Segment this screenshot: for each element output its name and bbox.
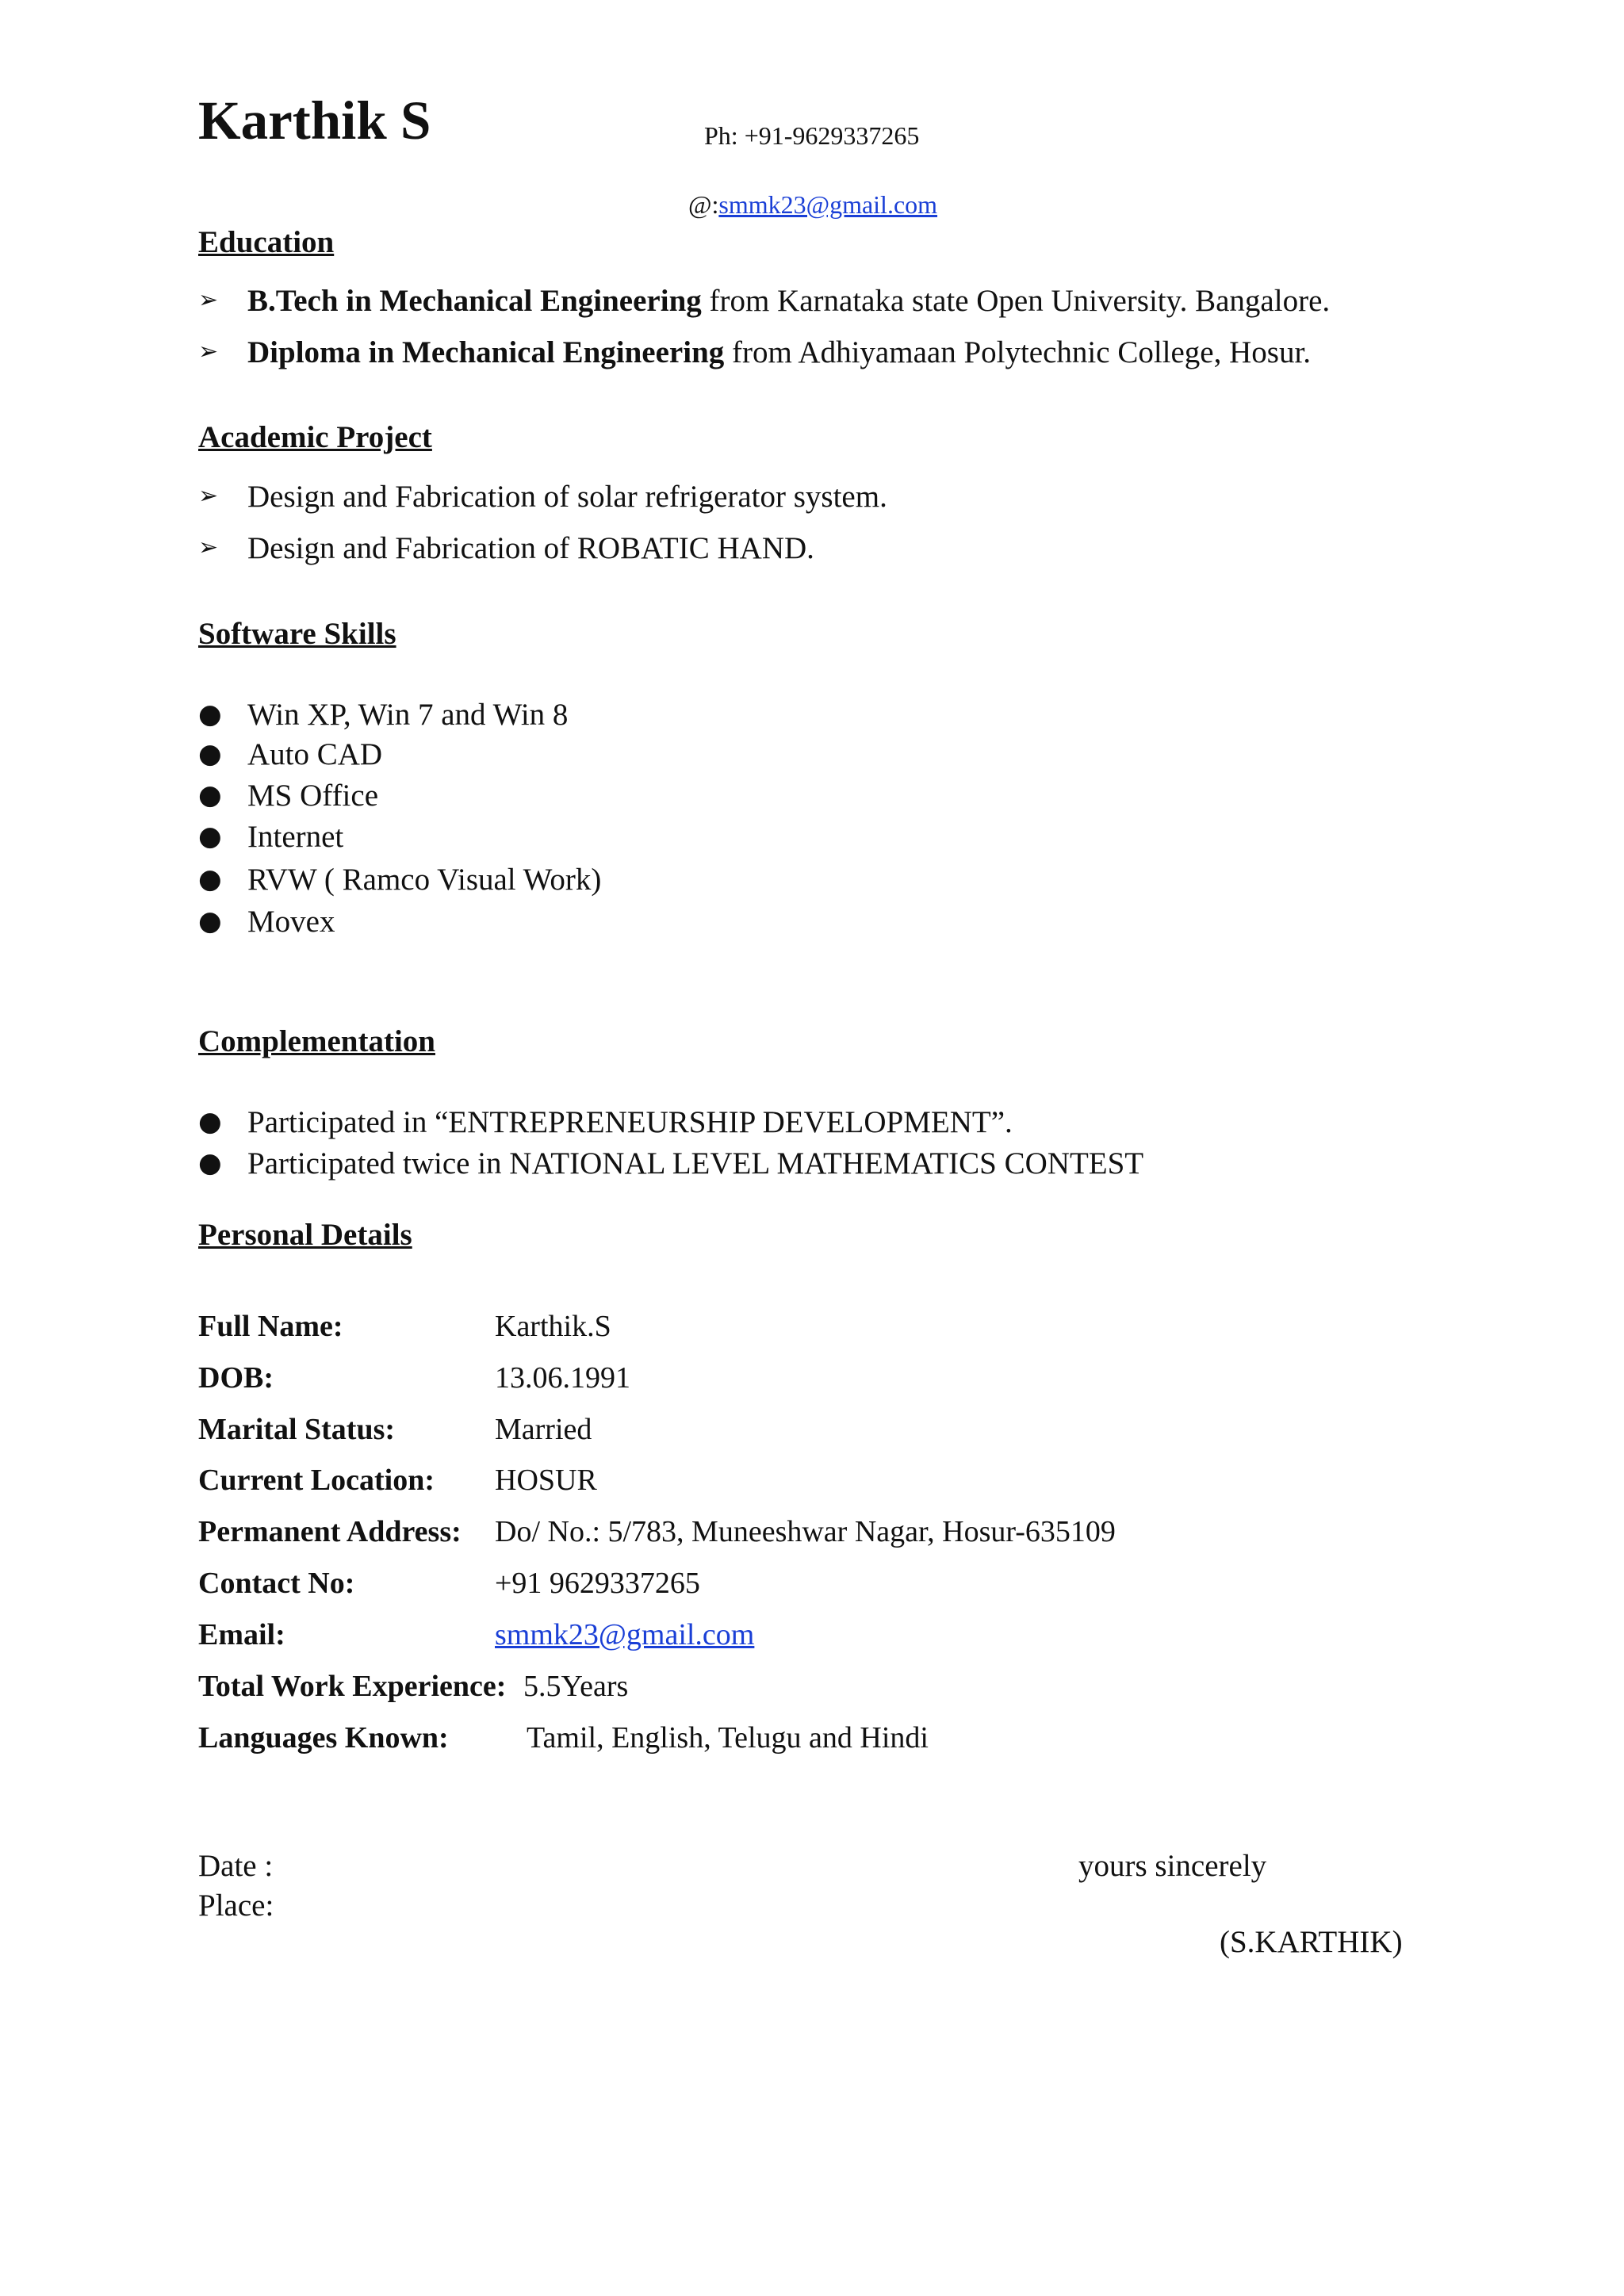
detail-label: Full Name: — [198, 1310, 343, 1343]
skill-text: RVW ( Ramco Visual Work) — [247, 863, 602, 897]
bullet-icon: ● — [198, 1147, 222, 1179]
signature-text: (S.KARTHIK) — [1220, 1925, 1403, 1959]
phone-number: Ph: +91-9629337265 — [704, 121, 920, 150]
skill-text: MS Office — [247, 779, 379, 813]
detail-value: Tamil, English, Telugu and Hindi — [527, 1721, 929, 1755]
closing-text: yours sincerely — [1078, 1849, 1267, 1883]
bullet-icon: ● — [198, 905, 222, 937]
arrow-bullet-icon: ➢ — [198, 338, 219, 365]
detail-value: Married — [495, 1413, 592, 1446]
detail-value — [495, 1620, 754, 1650]
education-institution: from Adhiyamaan Polytechnic College, Hosur. — [724, 335, 1312, 369]
skill-text: Auto CAD — [247, 737, 383, 771]
education-item — [198, 337, 1311, 368]
skill-item — [198, 821, 343, 852]
project-item — [198, 533, 814, 564]
detail-value: 5.5Years — [523, 1670, 629, 1703]
complementation-item — [198, 1107, 1013, 1138]
education-institution: from Karnataka state Open University. Bangalore. — [701, 284, 1331, 318]
detail-value: HOSUR — [495, 1464, 597, 1497]
bullet-icon: ● — [198, 698, 222, 730]
skill-item — [198, 699, 568, 730]
detail-label: Permanent Address: — [198, 1515, 462, 1548]
detail-email-link[interactable]: smmk23@gmail.com — [495, 1618, 755, 1651]
skill-item — [198, 864, 601, 895]
academic-project-heading: Academic Project — [198, 420, 432, 454]
complementation-text: Participated twice in NATIONAL LEVEL MATHEMATICS CONTEST — [247, 1146, 1144, 1181]
skill-item — [198, 780, 378, 811]
skill-text: Movex — [247, 905, 335, 939]
place-label: Place: — [198, 1888, 274, 1923]
education-degree: B.Tech in Mechanical Engineering — [247, 284, 702, 318]
education-heading: Education — [198, 225, 335, 259]
detail-value: Karthik.S — [495, 1310, 611, 1343]
bullet-icon: ● — [198, 738, 222, 770]
bullet-icon: ● — [198, 1106, 222, 1138]
personal-details-heading: Personal Details — [198, 1218, 412, 1252]
email-prefix: @: — [688, 190, 719, 219]
project-text: Design and Fabrication of ROBATIC HAND. — [247, 531, 814, 565]
bullet-icon: ● — [198, 863, 222, 895]
detail-label: Contact No: — [198, 1567, 355, 1600]
skill-text: Internet — [247, 820, 344, 854]
detail-label: DOB: — [198, 1361, 274, 1395]
header-email-link[interactable]: smmk23@gmail.com — [718, 190, 938, 219]
software-skills-heading: Software Skills — [198, 617, 396, 651]
education-item — [198, 285, 1330, 316]
skill-item — [198, 739, 382, 770]
education-degree: Diploma in Mechanical Engineering — [247, 335, 725, 369]
complementation-heading: Complementation — [198, 1024, 435, 1058]
detail-label: Email: — [198, 1618, 285, 1651]
detail-label: Current Location: — [198, 1464, 435, 1497]
complementation-text: Participated in “ENTREPRENEURSHIP DEVELOPMENT”. — [247, 1105, 1013, 1139]
detail-value: +91 9629337265 — [495, 1567, 700, 1600]
skill-text: Win XP, Win 7 and Win 8 — [247, 698, 569, 732]
candidate-name: Karthik S — [198, 90, 431, 151]
header-email — [688, 192, 937, 217]
bullet-icon: ● — [198, 821, 222, 852]
arrow-bullet-icon: ➢ — [198, 482, 219, 510]
date-label: Date : — [198, 1849, 274, 1883]
detail-value: Do/ No.: 5/783, Muneeshwar Nagar, Hosur-635109 — [495, 1515, 1116, 1548]
complementation-item — [198, 1148, 1143, 1179]
detail-label: Marital Status: — [198, 1413, 396, 1446]
bullet-icon: ● — [198, 779, 222, 811]
arrow-bullet-icon: ➢ — [198, 286, 219, 314]
skill-item — [198, 906, 335, 937]
detail-value: 13.06.1991 — [495, 1361, 630, 1395]
detail-label: Total Work Experience: — [198, 1670, 507, 1703]
detail-label: Languages Known: — [198, 1721, 449, 1755]
project-item — [198, 481, 887, 512]
project-text: Design and Fabrication of solar refrigerator system. — [247, 480, 887, 514]
arrow-bullet-icon: ➢ — [198, 534, 219, 561]
